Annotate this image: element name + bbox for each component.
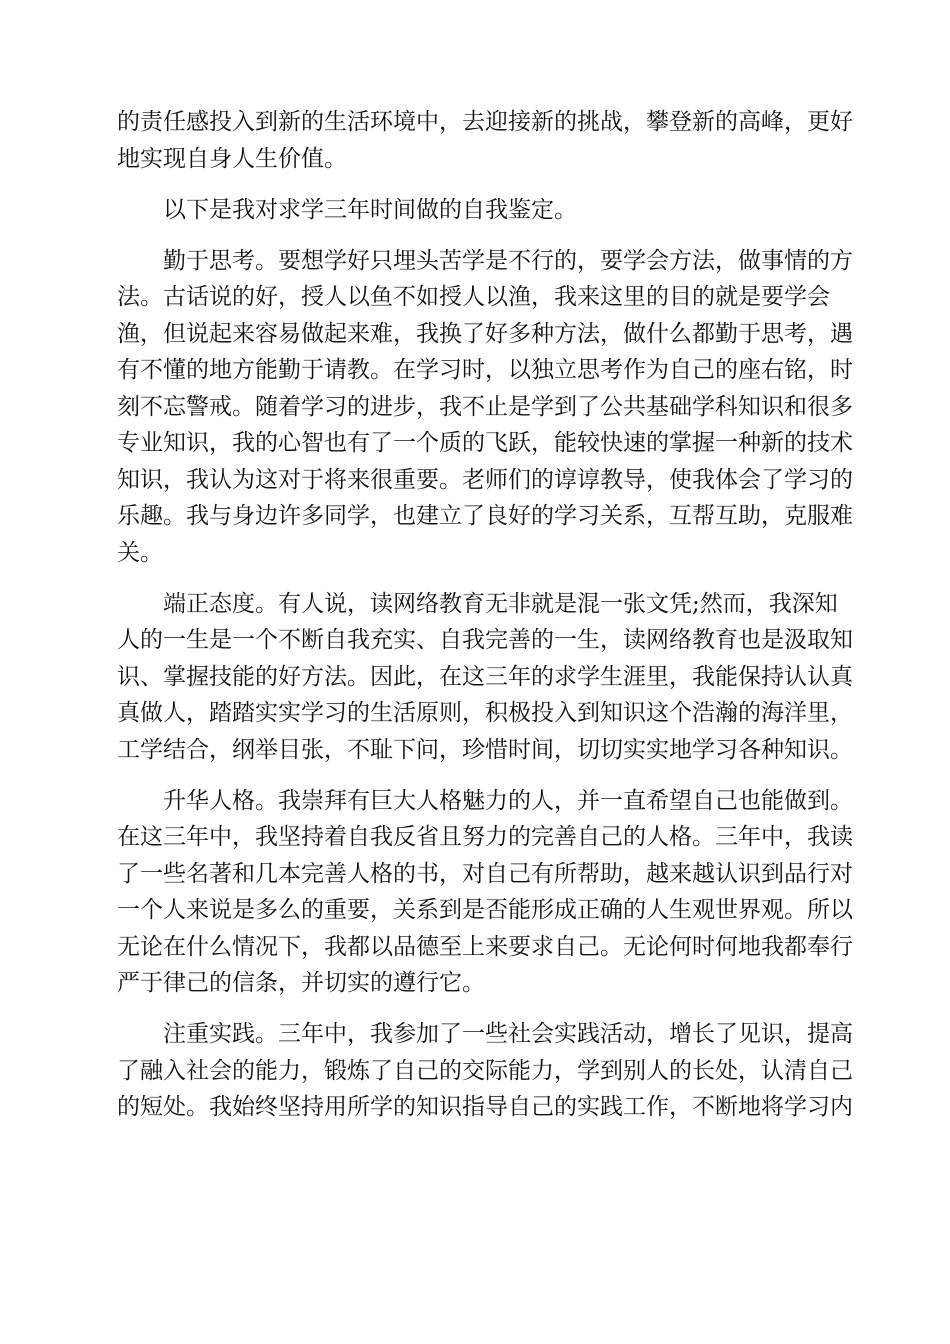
text-line: 一个人来说是多么的重要，关系到是否能形成正确的人生观世界观。所以 (117, 897, 853, 923)
text-line: 法。古话说的好，授人以鱼不如授人以渔，我来这里的目的就是要学会 (117, 284, 830, 310)
text-line: 有不懂的地方能勤于请教。在学习时，以独立思考作为自己的座右铭，时 (117, 357, 853, 383)
paragraph (117, 586, 853, 769)
text-line: 专业知识，我的心智也有了一个质的飞跃，能较快速的掌握一种新的技术 (117, 430, 853, 456)
document-body (117, 104, 853, 1140)
text-line: 关。 (117, 539, 163, 566)
text-line: 勤于思考。要想学好只埋头苦学是不行的，要学会方法，做事情的方 (163, 247, 853, 274)
paragraph (117, 1016, 853, 1126)
text-line: 以下是我对求学三年时间做的自我鉴定。 (163, 196, 577, 223)
text-line: 了融入社会的能力，锻炼了自己的交际能力，学到别人的长处，认清自己 (117, 1057, 853, 1084)
text-line: 端正态度。有人说，读网络教育无非就是混一张文凭;然而，我深知 (163, 590, 838, 617)
text-line: 渔，但说起来容易做起来难，我换了好多种方法，做什么都勤于思考，遇 (117, 320, 853, 347)
text-line: 在这三年中，我坚持着自我反省且努力的完善自己的人格。三年中，我读 (117, 824, 853, 850)
text-line: 识、掌握技能的好方法。因此，在这三年的求学生涯里，我能保持认认真 (117, 663, 853, 690)
paragraph (117, 192, 833, 229)
text-line: 严于律己的信条，并切实的遵行它。 (117, 970, 485, 996)
text-line: 升华人格。我崇拜有巨大人格魅力的人，并一直希望自己也能做到。 (163, 787, 853, 814)
text-line: 真做人，踏踏实实学习的生活原则，积极投入到知识这个浩瀚的海洋里， (117, 700, 853, 726)
text-line: 工学结合，纲举目张，不耻下问，珍惜时间，切切实实地学习各种知识。 (117, 736, 853, 763)
text-line: 注重实践。三年中，我参加了一些社会实践活动，增长了见识，提高 (163, 1021, 853, 1047)
paragraph (117, 783, 853, 1002)
paragraph (117, 104, 853, 177)
text-line: 的短处。我始终坚持用所学的知识指导自己的实践工作，不断地将学习内 (117, 1094, 853, 1120)
text-line: 无论在什么情况下，我都以品德至上来要求自己。无论何时何地我都奉行 (117, 933, 853, 960)
text-line: 刻不忘警戒。随着学习的进步，我不止是学到了公共基础学科知识和很多 (117, 393, 853, 420)
text-line: 知识，我认为这对于将来很重要。老师们的谆谆教导，使我体会了学习的 (117, 466, 853, 493)
text-line: 地实现自身人生价值。 (117, 145, 347, 172)
text-line: 的责任感投入到新的生活环境中，去迎接新的挑战，攀登新的高峰，更好 (117, 109, 853, 135)
text-line: 了一些名著和几本完善人格的书，对自己有所帮助，越来越认识到品行对 (117, 860, 853, 887)
text-line: 乐趣。我与身边许多同学，也建立了良好的学习关系，互帮互助，克服难 (117, 503, 853, 529)
paragraph (117, 243, 853, 572)
text-line: 人的一生是一个不断自我充实、自我完善的一生，读网络教育也是汲取知 (117, 627, 853, 653)
